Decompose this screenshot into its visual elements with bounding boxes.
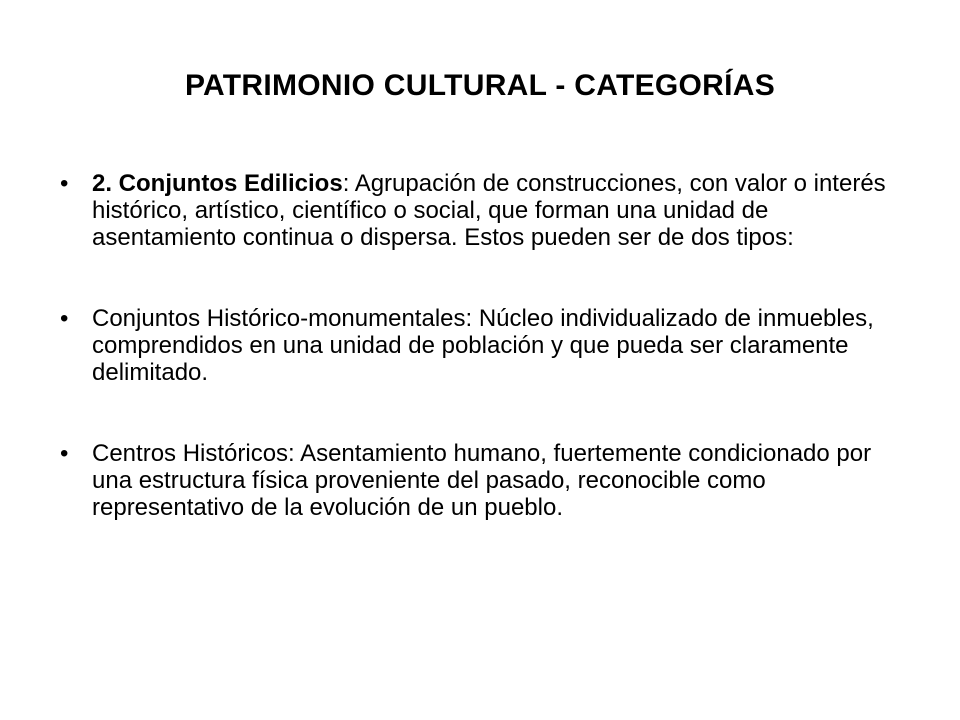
slide-title: PATRIMONIO CULTURAL - CATEGORÍAS — [184, 69, 776, 102]
bullet-text: Centros Históricos: Asentamiento humano, fuertemente condicionado por una estructura física proveniente del pasado, reconocible como representativo de la evolución de un pueblo. — [92, 440, 872, 521]
bullet-text: Conjuntos Histórico-monumentales: Núcleo individualizado de inmuebles, comprendidos en una unidad de población y que pueda ser claramente delimitado. — [92, 305, 874, 386]
bullet-list — [60, 170, 910, 521]
bullet-item-centros-historicos — [60, 440, 910, 521]
bullet-dot: • — [60, 440, 69, 467]
bullet-text: : Agrupación de construcciones, con valor o interés histórico, artístico, científico o social, que forman una unidad de asentamiento continua o dispersa. Estos pueden ser de dos tipos: — [92, 170, 886, 251]
bullet-item-conjuntos-edilicios — [60, 170, 910, 251]
bullet-dot: • — [60, 170, 69, 197]
bullet-item-historico-monumentales — [60, 305, 910, 386]
bullet-dot: • — [60, 305, 69, 332]
bullet-lead: 2. Conjuntos Edilicios — [92, 170, 343, 197]
